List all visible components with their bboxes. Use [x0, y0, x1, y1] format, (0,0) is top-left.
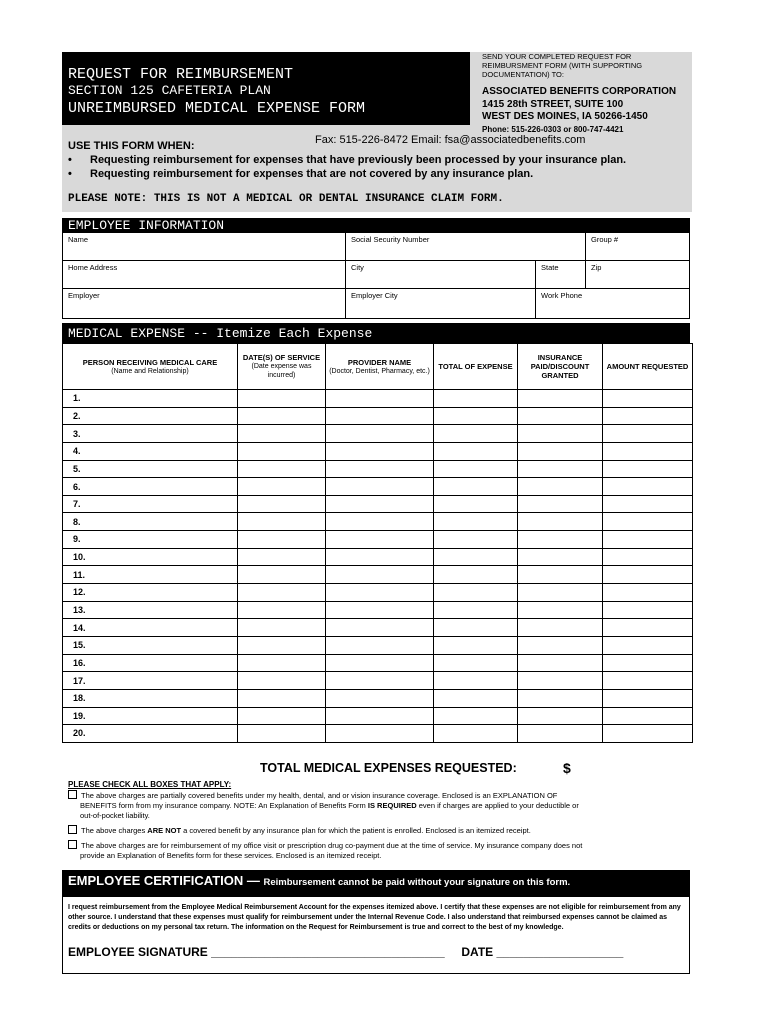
date-field[interactable]: DATE ___________________: [461, 945, 624, 959]
grid-line: [585, 260, 586, 288]
expense-cell[interactable]: [434, 654, 518, 672]
expense-cell[interactable]: [518, 584, 603, 602]
expense-cell[interactable]: [518, 725, 603, 743]
row-number-label: 2.: [73, 410, 81, 421]
row-number[interactable]: [63, 513, 238, 531]
expense-cell[interactable]: [238, 548, 326, 566]
expense-cell[interactable]: [326, 425, 434, 443]
col-total-label: TOTAL OF EXPENSE: [438, 362, 513, 371]
expense-cell[interactable]: [238, 513, 326, 531]
grid-line: [345, 233, 346, 319]
expense-cell[interactable]: [518, 672, 603, 690]
expense-cell[interactable]: [326, 636, 434, 654]
check-text: The above charges are for reimbursement of my office visit or prescription drug co-payment due at the time of service. My insurance company does not: [81, 841, 583, 850]
bullet-text: Requesting reimbursement for expenses that have previously been processed by your insurance plan.: [90, 154, 627, 166]
table-row: [63, 548, 693, 566]
row-number[interactable]: [63, 725, 238, 743]
table-row: [63, 407, 693, 425]
table-row: [63, 619, 693, 637]
expense-cell[interactable]: [326, 566, 434, 584]
row-number[interactable]: [63, 442, 238, 460]
row-number[interactable]: [63, 478, 238, 496]
group-field[interactable]: Group #: [591, 235, 619, 244]
expense-cell[interactable]: [238, 478, 326, 496]
expense-cell[interactable]: [238, 425, 326, 443]
expense-cell[interactable]: [326, 460, 434, 478]
signature-field[interactable]: EMPLOYEE SIGNATURE ___________________________________: [68, 945, 445, 959]
expense-cell[interactable]: [238, 672, 326, 690]
expense-cell[interactable]: [603, 654, 693, 672]
expense-cell[interactable]: [518, 442, 603, 460]
expense-cell[interactable]: [434, 725, 518, 743]
table-row: [63, 601, 693, 619]
grid-line: [535, 260, 536, 319]
table-row: [63, 442, 693, 460]
expense-cell[interactable]: [238, 619, 326, 637]
form-name: UNREIMBURSED MEDICAL EXPENSE FORM: [68, 100, 366, 117]
expense-cell[interactable]: [326, 601, 434, 619]
expense-cell[interactable]: [326, 707, 434, 725]
expense-cell[interactable]: [434, 442, 518, 460]
expense-cell[interactable]: [603, 707, 693, 725]
expense-cell[interactable]: [518, 478, 603, 496]
work-phone-field[interactable]: Work Phone: [541, 291, 583, 300]
expense-cell[interactable]: [326, 548, 434, 566]
expense-table: [62, 343, 693, 743]
use-when-label: USE THIS FORM WHEN:: [68, 140, 195, 152]
row-number[interactable]: [63, 548, 238, 566]
row-number-label: 15.: [73, 640, 86, 651]
check-text: The above charges are partially covered benefits under my health, dental, and or vision insurance coverage. Enclosed is an EXPLANATION OF: [81, 791, 558, 800]
expense-cell[interactable]: [326, 407, 434, 425]
col-person-sub: (Name and Relationship): [111, 367, 189, 375]
row-number-label: 4.: [73, 446, 81, 457]
bullet-item: [68, 154, 626, 166]
row-number-label: 18.: [73, 693, 86, 704]
row-number-label: 1.: [73, 393, 81, 404]
checkbox-partial[interactable]: [68, 790, 77, 799]
grid-line: [585, 233, 586, 260]
row-number-label: 19.: [73, 710, 86, 721]
expense-cell[interactable]: [518, 636, 603, 654]
table-row: [63, 566, 693, 584]
check-text: The above charges: [81, 826, 148, 835]
grid-line: [63, 260, 689, 261]
expense-cell[interactable]: [238, 460, 326, 478]
expense-cell[interactable]: [603, 619, 693, 637]
expense-cell[interactable]: [434, 495, 518, 513]
row-number[interactable]: [63, 619, 238, 637]
expense-cell[interactable]: [326, 513, 434, 531]
table-row: [63, 531, 693, 549]
col-total: [434, 344, 518, 390]
expense-cell[interactable]: [603, 584, 693, 602]
row-number-label: 20.: [73, 728, 86, 739]
row-number-label: 5.: [73, 463, 81, 474]
col-insurance: [518, 344, 603, 390]
send-to-text: SEND YOUR COMPLETED REQUEST FOR REIMBURSMENT FORM (WITH SUPPORTING DOCUMENTATION) TO:: [482, 52, 643, 79]
row-number[interactable]: [63, 601, 238, 619]
row-number-label: 6.: [73, 481, 81, 492]
checkbox-item-not-covered: [68, 825, 678, 836]
expense-cell[interactable]: [603, 407, 693, 425]
table-row: [63, 478, 693, 496]
certification-bar: [62, 870, 690, 896]
zip-field[interactable]: Zip: [591, 263, 602, 272]
col-dates-label: DATE(S) OF SERVICE: [242, 353, 321, 362]
expense-cell[interactable]: [238, 531, 326, 549]
expense-cell[interactable]: [518, 531, 603, 549]
expense-cell[interactable]: [434, 619, 518, 637]
check-text: BENEFITS form from my insurance company. NOTE: An Explanation of Benefits Form: [80, 801, 368, 810]
expense-cell[interactable]: [434, 689, 518, 707]
col-provider-sub: (Doctor, Dentist, Pharmacy, etc.): [329, 367, 430, 375]
expense-cell[interactable]: [434, 548, 518, 566]
bullet-item: [68, 168, 533, 180]
checkbox-not-covered[interactable]: [68, 825, 77, 834]
state-field[interactable]: State: [541, 263, 559, 272]
table-row: [63, 636, 693, 654]
expense-cell[interactable]: [326, 495, 434, 513]
expense-cell[interactable]: [326, 619, 434, 637]
expense-cell[interactable]: [434, 672, 518, 690]
table-row: [63, 425, 693, 443]
expense-cell[interactable]: [518, 654, 603, 672]
expense-cell[interactable]: [434, 601, 518, 619]
row-number-label: 7.: [73, 499, 81, 510]
col-person-label: PERSON RECEIVING MEDICAL CARE: [82, 357, 218, 367]
row-number[interactable]: [63, 707, 238, 725]
employer-field[interactable]: Employer: [68, 291, 100, 300]
expense-cell[interactable]: [238, 390, 326, 408]
row-number[interactable]: [63, 495, 238, 513]
expense-cell[interactable]: [238, 566, 326, 584]
row-number-label: 10.: [73, 552, 86, 563]
city-field[interactable]: City: [351, 263, 364, 272]
certification-text: I request reimbursement from the Employee Medical Reimbursement Account for the expenses itemized above. I certify that these expenses are not eligible for reimbursement from any other source. I understand that these expenses must qualify for reimbursement under the Internal Revenue Code. I also understand that reimbursed expenses cannot be claimed as credits or deductions on my personal tax return. The information on the Request for Reimbursement is true and correct to the best of my knowledge.: [68, 904, 681, 931]
table-row: [63, 390, 693, 408]
expense-cell[interactable]: [434, 513, 518, 531]
ssn-field[interactable]: Social Security Number: [351, 235, 430, 244]
row-number-label: 9.: [73, 534, 81, 545]
row-number[interactable]: [63, 654, 238, 672]
col-provider-label: PROVIDER NAME: [347, 357, 412, 367]
expense-cell[interactable]: [603, 548, 693, 566]
expense-cell[interactable]: [238, 707, 326, 725]
table-row: [63, 689, 693, 707]
expense-cell[interactable]: [518, 566, 603, 584]
row-number-label: 17.: [73, 675, 86, 686]
row-number-label: 11.: [73, 569, 86, 580]
expense-cell[interactable]: [603, 601, 693, 619]
expense-cell[interactable]: [518, 495, 603, 513]
signature-line: [68, 945, 623, 959]
corp-city: WEST DES MOINES, IA 50266-1450: [482, 111, 648, 122]
bullet-symbol: •: [68, 168, 72, 180]
expense-cell[interactable]: [518, 689, 603, 707]
certification-subtitle: Reimbursement cannot be paid without your signature on this form.: [263, 877, 571, 888]
col-amount-label: AMOUNT REQUESTED: [606, 362, 689, 371]
expense-cell[interactable]: [326, 654, 434, 672]
check-text: even if charges are applied to your deductible or: [416, 801, 579, 810]
certification-heading: [68, 873, 570, 888]
table-row: [63, 513, 693, 531]
expense-cell[interactable]: [434, 390, 518, 408]
expense-cell[interactable]: [518, 601, 603, 619]
expense-cell[interactable]: [238, 407, 326, 425]
expense-cell[interactable]: [434, 707, 518, 725]
row-number[interactable]: [63, 584, 238, 602]
col-provider: [326, 344, 434, 390]
employee-info-grid: [62, 233, 690, 319]
col-amount: [603, 344, 693, 390]
expense-cell[interactable]: [603, 460, 693, 478]
table-row: [63, 495, 693, 513]
corp-street: 1415 28th STREET, SUITE 100: [482, 98, 624, 110]
table-row: [63, 707, 693, 725]
col-dates-sub: (Date expense was incurred): [251, 363, 312, 379]
employer-city-field[interactable]: Employer City: [351, 291, 398, 300]
expense-cell[interactable]: [603, 531, 693, 549]
check-text: a covered benefit by any insurance plan for which the patient is enrolled. Enclosed is an itemized receipt.: [181, 826, 531, 835]
expense-cell[interactable]: [518, 513, 603, 531]
title-box: [62, 52, 470, 125]
bullet-symbol: •: [68, 154, 72, 166]
expense-cell[interactable]: [434, 407, 518, 425]
expense-cell[interactable]: [434, 636, 518, 654]
expense-cell[interactable]: [326, 531, 434, 549]
expense-cell[interactable]: [603, 689, 693, 707]
expense-cell[interactable]: [434, 460, 518, 478]
expense-cell[interactable]: [238, 495, 326, 513]
check-text-bold: ARE NOT: [147, 826, 182, 835]
expense-cell[interactable]: [603, 425, 693, 443]
check-text: out-of-pocket liability.: [80, 811, 150, 820]
expense-cell[interactable]: [238, 442, 326, 460]
expense-cell[interactable]: [326, 584, 434, 602]
expense-cell[interactable]: [603, 513, 693, 531]
bullet-text: Requesting reimbursement for expenses that are not covered by any insurance plan.: [90, 168, 534, 180]
row-number-label: 14.: [73, 622, 86, 633]
check-text: provide an Explanation of Benefits form for these services. Enclosed is an itemized receipt.: [80, 851, 382, 860]
form-title: REQUEST FOR REIMBURSEMENT: [68, 66, 294, 83]
corp-phone: Phone: 515-226-0303 or 800-747-4421: [482, 124, 624, 134]
expense-cell[interactable]: [238, 601, 326, 619]
name-field[interactable]: Name: [68, 235, 89, 244]
total-label: TOTAL MEDICAL EXPENSES REQUESTED:: [260, 761, 517, 775]
expense-cell[interactable]: [434, 584, 518, 602]
check-heading: PLEASE CHECK ALL BOXES THAT APPLY:: [68, 780, 232, 789]
row-number-label: 8.: [73, 516, 81, 527]
expense-cell[interactable]: [518, 407, 603, 425]
row-number[interactable]: [63, 672, 238, 690]
checkbox-item-partial: [68, 790, 678, 821]
expense-cell[interactable]: [238, 636, 326, 654]
expense-cell[interactable]: [238, 725, 326, 743]
expense-cell[interactable]: [326, 390, 434, 408]
row-number-label: 13.: [73, 605, 86, 615]
expense-cell[interactable]: [518, 707, 603, 725]
expense-cell[interactable]: [326, 672, 434, 690]
expense-cell[interactable]: [518, 619, 603, 637]
expense-cell[interactable]: [603, 636, 693, 654]
col-insurance-label: INSURANCE PAID/DISCOUNT GRANTED: [530, 353, 590, 380]
row-number-label: 12.: [73, 587, 86, 598]
expense-cell[interactable]: [518, 425, 603, 443]
grid-line: [63, 288, 689, 289]
employee-info-heading: EMPLOYEE INFORMATION: [68, 218, 225, 233]
expense-cell[interactable]: [326, 478, 434, 496]
row-number[interactable]: [63, 390, 238, 408]
form-subtitle: SECTION 125 CAFETERIA PLAN: [68, 83, 271, 98]
claim-note: PLEASE NOTE: THIS IS NOT A MEDICAL OR DENTAL INSURANCE CLAIM FORM.: [68, 193, 504, 205]
medical-expense-bar: [62, 323, 690, 343]
check-text-bold: IS REQUIRED: [367, 801, 417, 810]
row-number[interactable]: [63, 407, 238, 425]
col-person: [63, 344, 238, 390]
table-row: [63, 672, 693, 690]
expense-cell[interactable]: [326, 442, 434, 460]
expense-cell[interactable]: [603, 672, 693, 690]
expense-cell[interactable]: [238, 584, 326, 602]
row-number[interactable]: [63, 566, 238, 584]
row-number[interactable]: [63, 460, 238, 478]
corp-name: ASSOCIATED BENEFITS CORPORATION: [482, 86, 677, 97]
expense-cell[interactable]: [603, 566, 693, 584]
certification-title: EMPLOYEE CERTIFICATION —: [68, 873, 260, 888]
col-dates: [238, 344, 326, 390]
corporation-address: [482, 86, 692, 136]
expense-cell[interactable]: [434, 566, 518, 584]
expense-rows: [63, 390, 693, 743]
table-row: [63, 460, 693, 478]
expense-cell[interactable]: [603, 442, 693, 460]
expense-cell[interactable]: [238, 654, 326, 672]
row-number[interactable]: [63, 531, 238, 549]
checkbox-item-copay: [68, 840, 678, 861]
expense-cell[interactable]: [518, 548, 603, 566]
expense-cell[interactable]: [434, 425, 518, 443]
table-row: [63, 654, 693, 672]
employee-info-bar: [62, 218, 690, 233]
medical-expense-heading: MEDICAL EXPENSE -- Itemize Each Expense: [68, 326, 373, 341]
expense-cell[interactable]: [603, 390, 693, 408]
row-number-label: 3.: [73, 428, 81, 439]
expense-cell[interactable]: [326, 689, 434, 707]
row-number[interactable]: [63, 636, 238, 654]
row-number[interactable]: [63, 689, 238, 707]
table-row: [63, 584, 693, 602]
expense-cell[interactable]: [326, 725, 434, 743]
expense-cell[interactable]: [518, 390, 603, 408]
row-number-label: 16.: [73, 657, 86, 668]
fax-email: Fax: 515-226-8472 Email: fsa@associatedbenefits.com: [315, 134, 586, 146]
expense-cell[interactable]: [518, 460, 603, 478]
total-dollar: $: [563, 760, 571, 776]
expense-cell[interactable]: [603, 495, 693, 513]
table-row: [63, 725, 693, 743]
row-number[interactable]: [63, 425, 238, 443]
expense-cell[interactable]: [603, 478, 693, 496]
checkbox-copay[interactable]: [68, 840, 77, 849]
home-address-field[interactable]: Home Address: [68, 263, 118, 272]
expense-cell[interactable]: [238, 689, 326, 707]
expense-cell[interactable]: [603, 725, 693, 743]
expense-cell[interactable]: [434, 478, 518, 496]
expense-cell[interactable]: [434, 531, 518, 549]
